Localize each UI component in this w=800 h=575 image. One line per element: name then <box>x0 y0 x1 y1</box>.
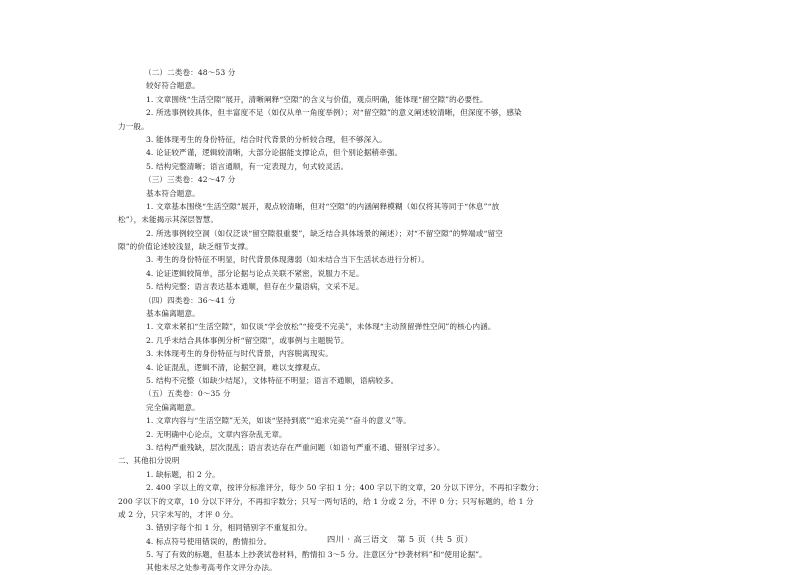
text-line: 5. 结构完整清晰；语言通顺，有一定表现力，句式较灵活。 <box>146 161 349 171</box>
text-line: 基本偏离题意。 <box>146 309 200 319</box>
text-line: 隙”的价值论述较浅显，缺乏细节支撑。 <box>118 242 253 252</box>
text-line: （二）二类卷：48～53 分 <box>144 68 236 77</box>
text-line: 较好符合题意。 <box>146 81 200 91</box>
text-line: 4. 论证逻辑较简单，部分论据与论点关联不紧密，说服力不足。 <box>146 268 364 278</box>
text-line: 基本符合题意。 <box>146 188 200 198</box>
text-line: 二、其他扣分说明 <box>118 456 180 466</box>
text-line: 力一般。 <box>118 121 149 131</box>
text-line: 4. 标点符号使用错误的，酌情扣分。 <box>146 536 272 546</box>
text-line: 2. 400 字以上的文章，按评分标准评分，每少 50 字扣 1 分；400 字以下的文章，20 分以下评分，不再扣字数分； <box>146 483 544 493</box>
document-body <box>118 66 698 575</box>
text-line: 1. 文章基本围绕“生活空隙”展开，观点较清晰，但对“空隙”的内涵阐释模糊（如仅将其等同于“休息”“放 <box>146 201 500 211</box>
text-line: 5. 写了有效的标题，但基本上抄袭试卷材料，酌情扣 3～5 分。注意区分“抄袭材料”和“使用论据”。 <box>146 550 487 560</box>
text-line: 3. 未体现考生的身份特征与时代背景，内容脱离现实。 <box>146 349 333 359</box>
text-line: 4. 论证混乱，逻辑不清，论据空洞，难以支撑观点。 <box>146 362 326 372</box>
text-line: 或 2 分，只字未写的，才评 0 分。 <box>118 509 238 519</box>
text-line: 其他未尽之处参考高考作文评分办法。 <box>146 563 277 573</box>
text-line: （三）三类卷：42～47 分 <box>144 175 236 185</box>
text-line: 2. 无明确中心论点，文章内容杂乱无章。 <box>146 429 287 439</box>
text-line: 松”），未能揭示其深层智慧。 <box>118 215 219 225</box>
text-line: 1. 文章内容与“生活空隙”无关，如谈“坚持到底”“追求完美”“奋斗的意义”等。 <box>146 416 411 426</box>
text-line: （四）四类卷：36～41 分 <box>144 295 236 305</box>
text-line: 1. 文章未紧扣“生活空隙”，如仅谈“学会放松”“接受不完美”，未体现“主动预留弹性空间”的核心内涵。 <box>146 322 496 332</box>
text-line: 2. 所选事例较空洞（如仅泛谈“留空隙很重要”，缺乏结合具体场景的阐述）；对“不留空隙”的弊端或“留空 <box>146 228 503 238</box>
text-line: 200 字以下的文章，10 分以下评分，不再扣字数分；只写一两句话的，给 1 分或 2 分，不评 0 分；只写标题的，给 1 分 <box>118 496 534 506</box>
text-line: 完全偏离题意。 <box>146 402 200 412</box>
text-line: 3. 结构严重残缺，层次混乱；语言表达存在严重问题（如语句严重不通、错别字过多）。 <box>146 442 445 452</box>
page-footer: 四川 · 高三语文 第 5 页（共 5 页） <box>326 534 474 544</box>
text-line: 3. 错别字每个扣 1 分，相同错别字不重复扣分。 <box>146 523 313 533</box>
text-line: 1. 文章围绕“生活空隙”展开，清晰阐释“空隙”的含义与价值，观点明确，能体现“留空隙”的必要性。 <box>146 94 488 104</box>
text-line: 4. 论证较严谨，逻辑较清晰，大部分论据能支撑论点，但个别论据稍牵强。 <box>146 148 403 158</box>
text-line: （五）五类卷：0～35 分 <box>144 389 231 399</box>
text-line: 3. 能体现考生的身份特征，结合时代背景的分析较合理，但不够深入。 <box>146 134 387 144</box>
text-line: 3. 考生的身份特征不明显，时代背景体现薄弱（如未结合当下生活状态进行分析）。 <box>146 255 430 265</box>
text-line: 5. 结构完整；语言表达基本通顺，但存在少量语病，文采不足。 <box>146 282 364 292</box>
text-line: 2. 所选事例较具体，但丰富度不足（如仅从单一角度举例）；对“留空隙”的意义阐述较清晰，但深度不够，感染 <box>146 108 522 118</box>
text-line: 1. 缺标题，扣 2 分。 <box>146 469 220 479</box>
text-line: 5. 结构不完整（如缺少结尾），文体特征不明显；语言不通顺，语病较多。 <box>146 375 399 385</box>
text-line: 2. 几乎未结合具体事例分析“留空隙”，或事例与主题脱节。 <box>146 335 349 345</box>
